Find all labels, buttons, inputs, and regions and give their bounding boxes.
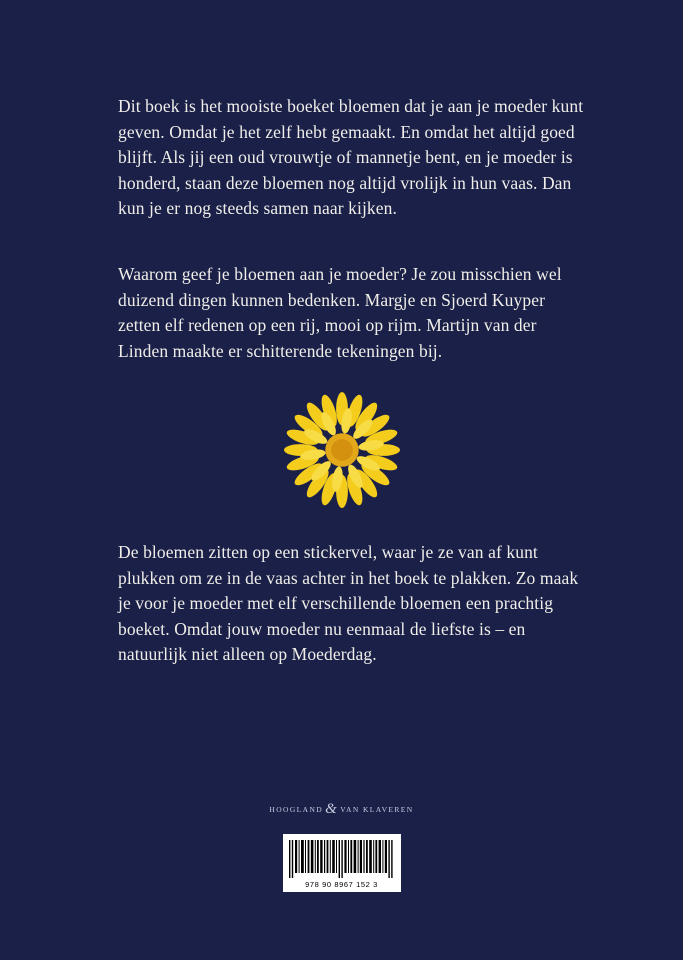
isbn-number: 978 90 8967 152 3 bbox=[305, 880, 378, 889]
publisher-name-right: VAN KLAVEREN bbox=[340, 805, 414, 814]
publisher-name bbox=[269, 800, 413, 817]
blurb-paragraph-3 bbox=[118, 540, 588, 668]
blurb-paragraph-1-text: Dit boek is het mooiste boeket bloemen dat je aan je moeder kunt geven. Omdat je het zelf hebt gemaakt. En omdat het altijd goed blijft. Als jij een oud vrouwtje of mannetje bent, en je moeder is honderd, staan deze bloemen nog altijd vrolijk in hun vaas. Dan kun je er nog steeds samen naar kijken. bbox=[118, 96, 584, 219]
blurb-paragraph-1 bbox=[118, 94, 588, 222]
blurb-paragraph-2 bbox=[118, 262, 588, 364]
illustration-area bbox=[0, 390, 683, 510]
publisher-logo bbox=[0, 800, 683, 817]
blurb-paragraph-2-text: Waarom geef je bloemen aan je moeder? Je zou misschien wel duizend dingen kunnen bedenken. Margje en Sjoerd Kuyper zetten elf redenen op een rij, mooi op rijm. Martijn van der Linden maakte er schitterende tekeningen bij. bbox=[118, 264, 562, 361]
barcode bbox=[283, 834, 401, 892]
blurb-paragraph-3-text: De bloemen zitten op een stickervel, waar je ze van af kunt plukken om ze in de vaas achter in het boek te plakken. Zo maak je voor je moeder met elf verschillende bloemen een prachtig boeket. Omdat jouw moeder nu eenmaal de liefste is – en natuurlijk niet alleen op Moederdag. bbox=[118, 542, 579, 665]
barcode-bars bbox=[289, 840, 395, 878]
sunflower-illustration bbox=[283, 391, 401, 509]
ampersand-glyph: & bbox=[325, 801, 339, 817]
publisher-name-left: HOOGLAND bbox=[269, 805, 324, 814]
